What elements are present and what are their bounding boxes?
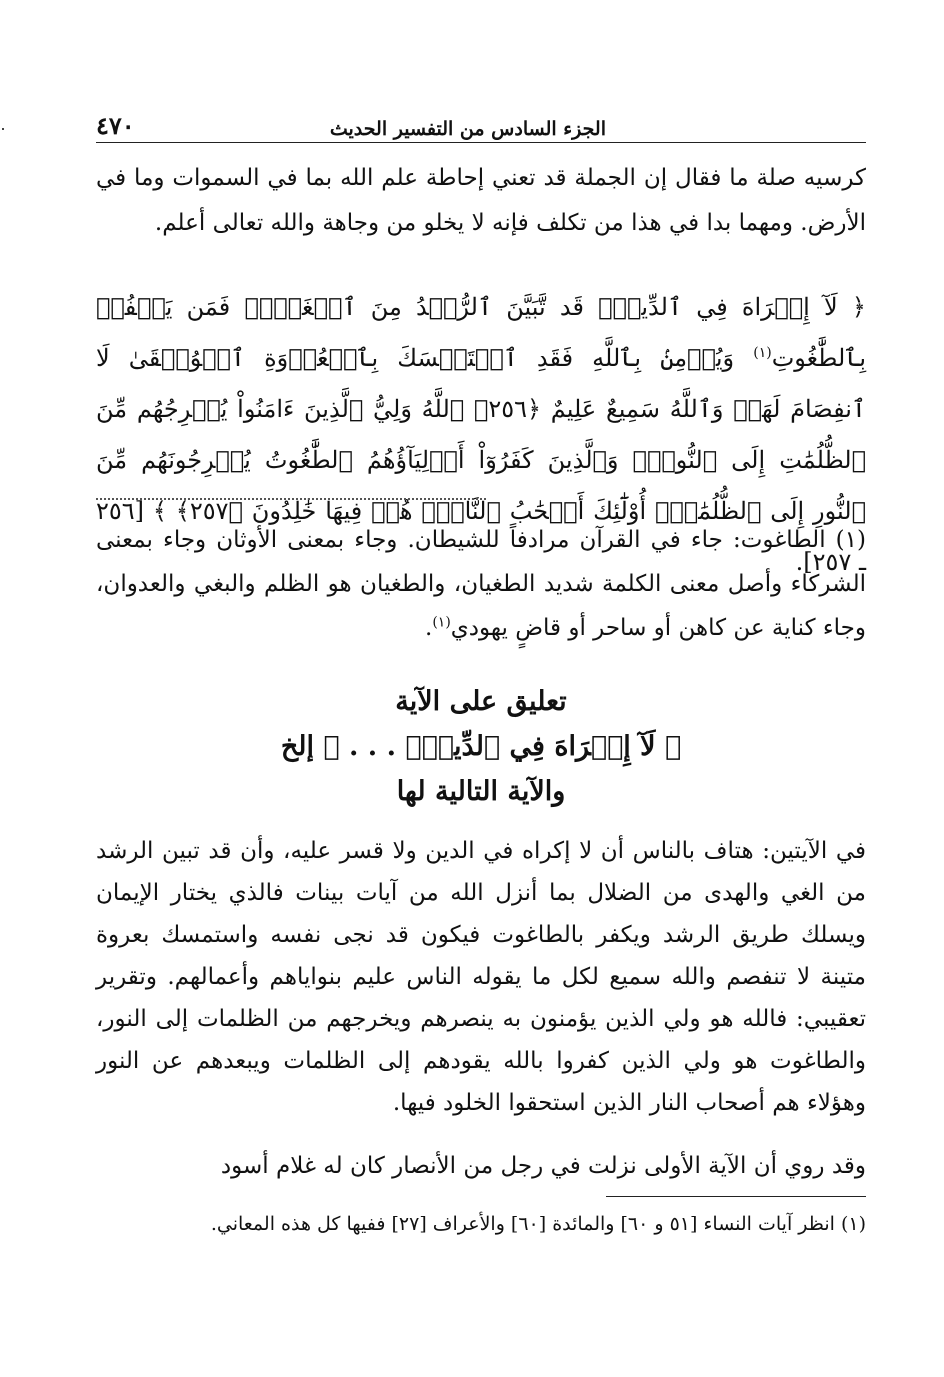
commentary-heading-line-3: والآية التالية لها — [396, 776, 566, 807]
header-rule — [96, 142, 866, 143]
header-title: الجزء السادس من التفسير الحديث — [329, 118, 606, 140]
verse-footnote-mark: (١) — [753, 345, 772, 361]
verse-text-part-1: ﴿ لَآ إِكۡرَاهَ فِي ٱلدِّينِۖ قَد تَّبَيَّنَ ٱلرُّشۡدُ مِنَ ٱلۡغَيِّۚ فَمَن يَكۡفُرۡ بِٱلطَّٰغُوتِ — [96, 293, 866, 372]
commentary-heading-line-1: تعليق على الآية — [395, 686, 567, 717]
footnote-taghut — [96, 518, 866, 650]
footnote-rule — [606, 1196, 866, 1197]
scan-speck — [2, 128, 4, 130]
commentary-paragraph-1: في الآيتين: هتاف بالناس أن لا إكراه في الدين ولا قسر عليه، وأن قد تبين الرشد من الغي والهدى من الضلال بما أنزل الله من آيات بينات فالذي يختار الإيمان ويسلك طريق الرشد ويكفر بالطاغوت فيكون قد نجى نفسه واستمسك بعروة متينة لا تنفصم والله سميع لكل ما يقوله الناس عليم بنواياهم وأعمالهم. وتقرير تعقيبي: فالله هو ولي الذين يؤمنون به ينصرهم ويخرجهم من الظلمات إلى النور، والطاغوت هو ولي الذين كفروا بالله يقودهم إلى الظلمات ويبعدهم عن النور وهؤلاء هم أصحاب النار الذين استحقوا الخلود فيها. — [96, 838, 866, 1116]
verse-reference: [٢٥٦ ـ ٢٥٧]. — [96, 497, 866, 576]
footnote-taghut-text: (١) الطاغوت: جاء في القرآن مرادفاً للشيطان. وجاء بمعنى الأوثان وجاء بمعنى الشركاء وأصل معنى الكلمة شديد الطغيان، والطغيان هو الظلم والبغي والعدوان، وجاء كناية عن كاهن أو ساحر أو قاضٍ يهودي — [96, 527, 866, 641]
running-header — [96, 104, 866, 140]
commentary-heading-line-2 — [96, 731, 866, 762]
footnote-taghut-mark: (١) — [432, 614, 451, 631]
bottom-footnote: (١) انظر آيات النساء [٥١ و ٦٠] والمائدة [٦٠] والأعراف [٢٧] ففيها كل هذه المعاني. — [210, 1213, 866, 1235]
commentary-heading-suffix: إلخ — [280, 731, 314, 762]
commentary-heading-ayah: ﴿ لَآ إِكۡرَاهَ فِي ٱلدِّينِۖ . . . ﴾ — [323, 731, 682, 762]
verse-text-part-2: وَيُؤۡمِنۢ بِٱللَّهِ فَقَدِ ٱسۡتَمۡسَكَ بِٱلۡعُرۡوَةِ ٱلۡوُثۡقَىٰ لَا ٱنفِصَامَ لَهَاۗ وَٱللَّهُ سَمِيعٌ عَلِيمٌ ﴿٢٥٦﴾ ٱللَّهُ وَلِيُّ ٱلَّذِينَ ءَامَنُواْ يُخۡرِجُهُم مِّنَ ٱلظُّلُمَٰتِ إِلَى ٱلنُّورِۖ وَٱلَّذِينَ كَفَرُوٓاْ أَوۡلِيَآؤُهُمُ ٱلطَّٰغُوتُ يُخۡرِجُونَهُم مِّنَ ٱلنُّورِ إِلَى ٱلظُّلُمَٰتِۗ أُوْلَٰٓئِكَ أَصۡحَٰبُ ٱلنَّارِۖ هُمۡ فِيهَا خَٰلِدُونَ ﴿٢٥٧﴾ ﴾ — [96, 344, 866, 525]
footnote-taghut-end: . — [425, 615, 433, 641]
page-number: ٤٧٠ — [96, 111, 135, 140]
intro-paragraph: كرسيه صلة ما فقال إن الجملة قد تعني إحاطة علم الله بما في السموات وما في الأرض. ومهما بدا في هذا من تكلف فإنه لا يخلو من وجاهة والله تعالى أعلم. — [96, 165, 866, 236]
commentary-paragraph-2: وقد روي أن الآية الأولى نزلت في رجل من الأنصار كان له غلام أسود — [220, 1153, 866, 1179]
footnote-separator-dotted — [96, 498, 486, 500]
